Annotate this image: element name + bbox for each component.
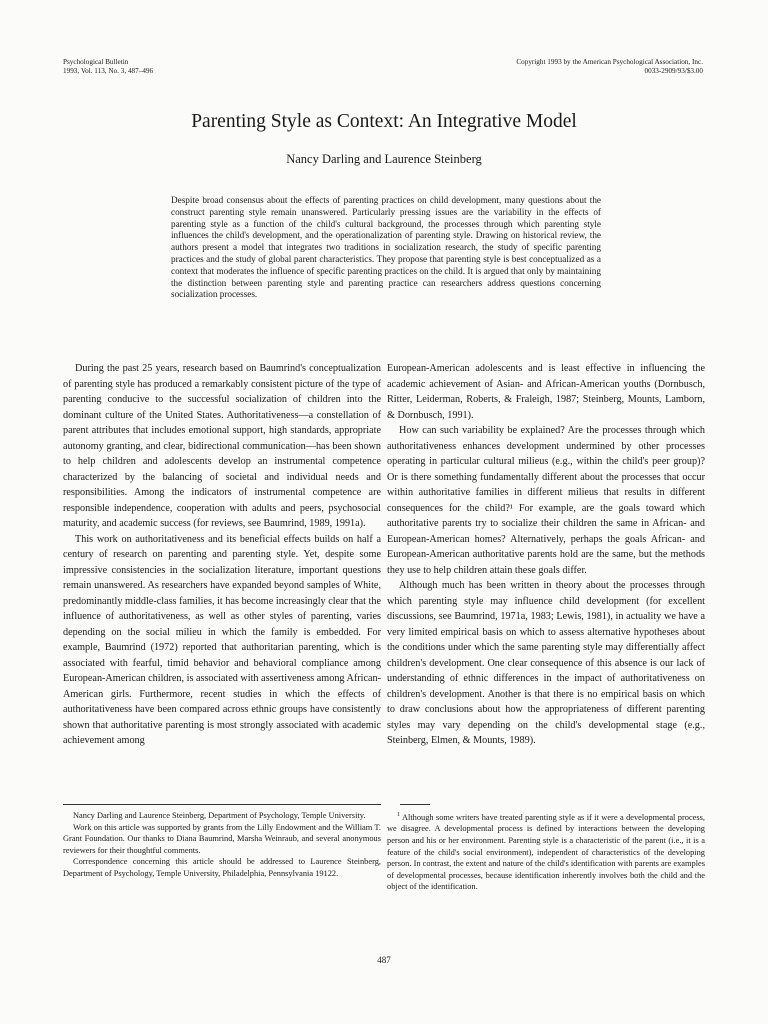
journal-header (63, 58, 153, 75)
copyright-header (516, 58, 703, 75)
footnote-divider (63, 804, 381, 805)
page-number: 487 (377, 955, 391, 965)
footnote-divider (400, 804, 430, 805)
body-paragraph: During the past 25 years, research based on Baumrind's conceptualization of parenting style has produced a remarkably consistent picture of the type of parenting conducive to the successful socialization of children into the dominant culture of the United States. Authoritativeness—a constellation of parent attributes that includes emotional support, high standards, appropriate autonomy granting, and clear, bidirectional communication—has been shown to help children and adolescents develop an instrumental competence characterized by the balancing of societal and individual needs and responsibilities. Among the indicators of instrumental competence are responsible independence, cooperation with adults and peers, psychosocial maturity, and academic success (for reviews, see Baumrind, 1989, 1991a). (63, 363, 381, 529)
body-column-left (63, 361, 381, 749)
article-code: 0033-2909/93/$3.00 (644, 66, 703, 75)
paper-authors: Nancy Darling and Laurence Steinberg (286, 152, 482, 166)
abstract (171, 195, 601, 301)
author-note (63, 810, 381, 880)
footnote (387, 810, 705, 893)
journal-name: Psychological Bulletin (63, 58, 129, 66)
author-affiliation: Nancy Darling and Laurence Steinberg, Department of Psychology, Temple University. (73, 811, 366, 820)
copyright-notice: Copyright 1993 by the American Psychological Association, Inc. (516, 58, 703, 66)
body-paragraph: This work on authoritativeness and its beneficial effects builds on half a century of research on parenting and parenting style. Yet, despite some impressive consistencies in the socialization literature, important questions remain unanswered. As researchers have expanded beyond samples of White, predominantly middle-class families, it has become increasingly clear that the influence of authoritativeness, as well as other styles of parenting, varies depending on the social milieu in which the family is embedded. For example, Baumrind (1972) reported that authoritarian parenting, which is associated with fearful, timid behavior and behavioral compliance among European-American children, is associated with assertiveness among African-American girls. Furthermore, recent studies in which the effects of authoritativeness have been compared across ethnic groups have consistently shown that authoritative parenting is most strongly associated with academic achievement among (63, 533, 381, 746)
journal-citation: 1993, Vol. 113, No. 3, 487–496 (63, 66, 154, 75)
footnote-marker: 1 (397, 812, 400, 818)
body-paragraph: Although much has been written in theory about the processes through which parenting style may influence child development (for excellent discussions, see Baumrind, 1971a, 1983; Lewis, 1981), in actuality we have a very limited empirical basis on which to assess alternative hypotheses about the conditions under which the same parenting style may differentially affect children's development. One clear consequence of this absence is our lack of understanding of ethnic differences in the impact of authoritativeness on children's development. Another is that there is no empirical basis on which to draw conclusions about how the appropriateness of different parenting styles may vary depending on the child's developmental stage (e.g., Steinberg, Elmen, & Mounts, 1989). (387, 580, 705, 746)
paper-title: Parenting Style as Context: An Integrative Model (191, 111, 577, 132)
footnote-text: Although some writers have treated parenting style as if it were a developmental process, we disagree. A developmental process is defined by interactions between the developing person and his or her environment. Parenting style is a characteristic of the parent (i.e., it is a feature of the child's social environment), independent of characteristics of the developing person. In contrast, the extent and nature of the child's identification with parents are examples of developmental processes, because identification inherently involves both the child and the object of the identification. (387, 812, 705, 892)
author-acknowledgment: Work on this article was supported by grants from the Lilly Endowment and the William T. Grant Foundation. Our thanks to Diana Baumrind, Marsha Weinraub, and several anonymous reviewers for their thoughtful comments. (63, 822, 381, 855)
abstract-text: Despite broad consensus about the effects of parenting practices on child development, many questions about the construct parenting style remain unanswered. Particularly pressing issues are the variability in the effects of parenting style as a function of the child's cultural background, the processes through which parenting style influences the child's development, and the operationalization of parenting style. Drawing on historical review, the authors present a model that integrates two traditions in socialization research, the study of specific parenting practices and the study of global parent characteristics. They propose that parenting style is best conceptualized as a context that moderates the influence of specific parenting practices on the child. It is argued that only by maintaining the distinction between parenting style and parenting practice can researchers address questions concerning socialization processes. (171, 195, 601, 300)
body-paragraph: How can such variability be explained? Are the processes through which authoritativeness enhances development undermined by other processes operating in particular cultural milieus (e.g., within the child's peer group)? Or is there something fundamentally different about the processes that occur within authoritative families in different milieus that results in different consequences for the child?¹ For example, are the goals toward which authoritative parents try to socialize their children the same in African- and European-American homes? Alternatively, perhaps the goals African- and European-American authoritative parents hold are the same, but the methods they use to help children attain these goals differ. (387, 425, 705, 576)
correspondence-note: Correspondence concerning this article should be addressed to Laurence Steinberg, Department of Psychology, Temple University, Philadelphia, Pennsylvania 19122. (63, 857, 381, 878)
body-column-right (387, 361, 705, 749)
body-paragraph: European-American adolescents and is least effective in influencing the academic achievement of Asian- and African-American youths (Dornbusch, Ritter, Leiderman, Roberts, & Fraleigh, 1987; Steinberg, Mounts, Lamborn, & Dornbusch, 1991). (387, 363, 705, 421)
